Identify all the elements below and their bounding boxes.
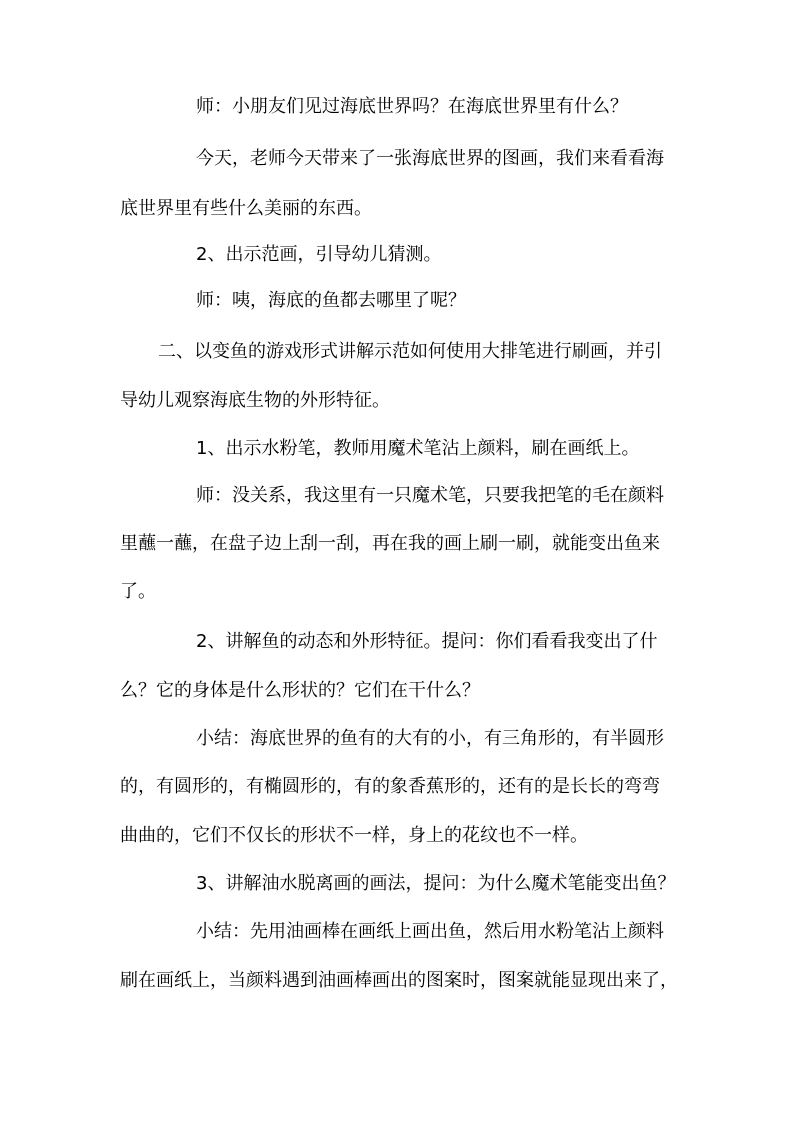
paragraph-line: 刷在画纸上，当颜料遇到油画棒画出的图案时，图案就能显现出来了，	[120, 970, 678, 991]
paragraph-line: 曲曲的，它们不仅长的形状不一样，身上的花纹也不一样。	[120, 825, 588, 846]
paragraph-line: 小结：先用油画棒在画纸上画出鱼，然后用水粉笔沾上颜料	[196, 921, 664, 942]
paragraph-line: 师：没关系，我这里有一只魔术笔，只要我把笔的毛在颜料	[196, 485, 664, 506]
section-heading: 2、出示范画，引导幼儿猜测。	[196, 244, 442, 265]
paragraph-line: 小结：海底世界的鱼有的大有的小，有三角形的，有半圆形	[196, 728, 664, 749]
paragraph-line: 今天，老师今天带来了一张海底世界的图画，我们来看看海	[196, 148, 664, 169]
section-heading: 1、出示水粉笔，教师用魔术笔沾上颜料，刷在画纸上。	[196, 438, 640, 459]
paragraph-line: 师：小朋友们见过海底世界吗？在海底世界里有什么？	[196, 96, 628, 117]
section-heading: 3、讲解油水脱离画的画法，提问：为什么魔术笔能变出鱼？	[196, 873, 676, 894]
paragraph-line: 里蘸一蘸，在盘子边上刮一刮，再在我的画上刷一刷，就能变出鱼来	[120, 533, 660, 554]
section-heading: 二、以变鱼的游戏形式讲解示范如何使用大排笔进行刷画，并引	[158, 341, 662, 362]
paragraph-line: 么？它的身体是什么形状的？它们在干什么？	[120, 680, 480, 701]
paragraph-line: 底世界里有些什么美丽的东西。	[120, 198, 372, 219]
section-heading: 2、讲解鱼的动态和外形特征。提问：你们看看我变出了什	[196, 631, 658, 652]
paragraph-line: 师：咦，海底的鱼都去哪里了呢？	[196, 290, 466, 311]
paragraph-line: 了。	[120, 581, 156, 602]
paragraph-line: 的，有圆形的，有椭圆形的，有的象香蕉形的，还有的是长长的弯弯	[120, 776, 660, 797]
section-heading: 导幼儿观察海底生物的外形特征。	[120, 390, 390, 411]
